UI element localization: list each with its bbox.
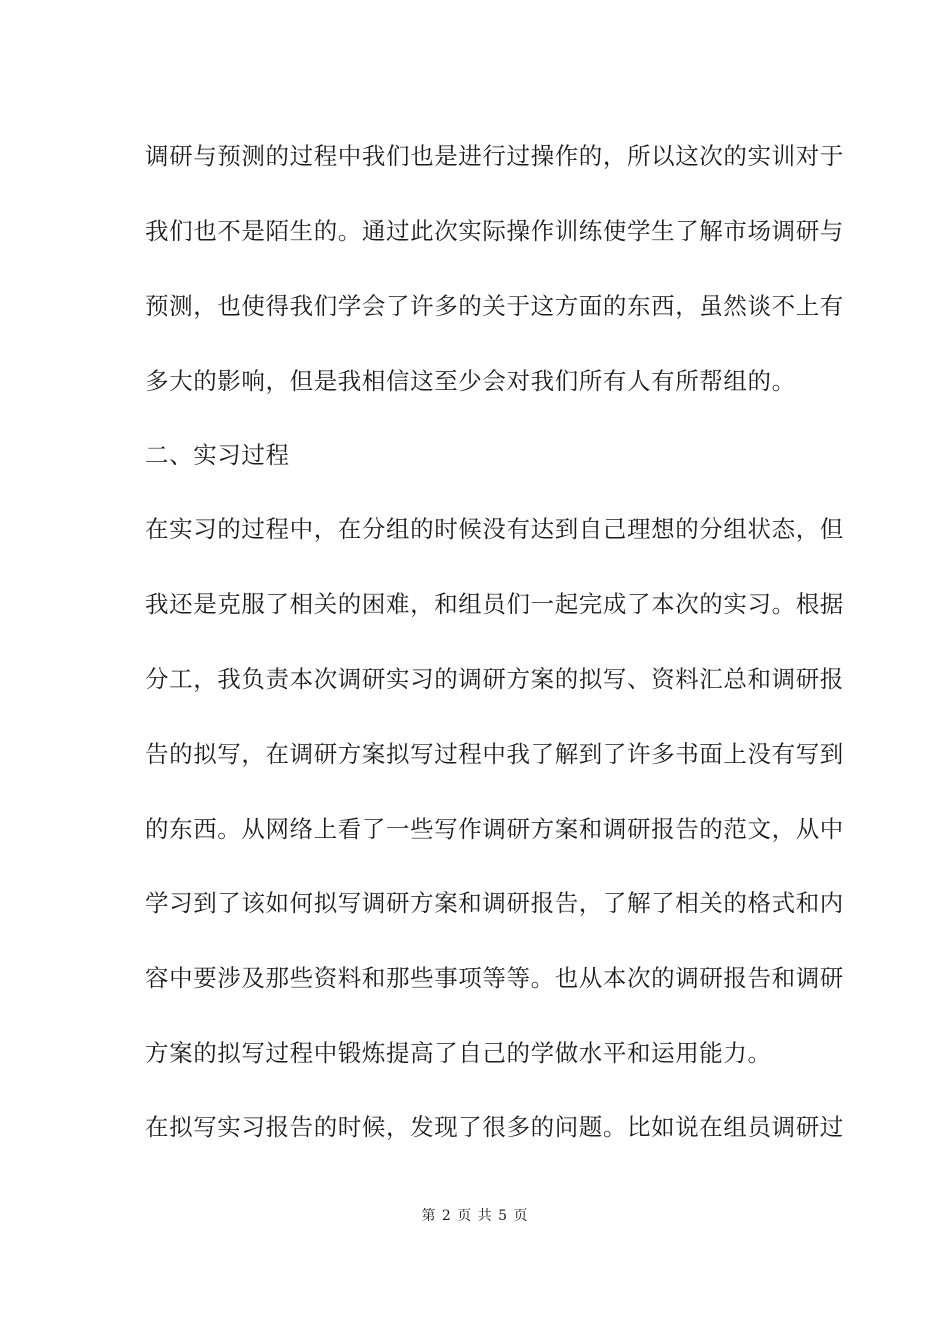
paragraph-line: 方案的拟写过程中锻炼提高了自己的学做水平和运用能力。 bbox=[145, 1039, 772, 1067]
paragraph-line: 我们也不是陌生的。通过此次实际操作训练使学生了解市场调研与 bbox=[145, 217, 844, 245]
paragraph-line: 预测，也使得我们学会了许多的关于这方面的东西，虽然谈不上有 bbox=[145, 292, 844, 320]
paragraph-line: 调研与预测的过程中我们也是进行过操作的，所以这次的实训对于 bbox=[145, 142, 844, 170]
paragraph-line: 我还是克服了相关的困难，和组员们一起完成了本次的实习。根据 bbox=[145, 590, 844, 618]
paragraph-line: 的东西。从网络上看了一些写作调研方案和调研报告的范文，从中 bbox=[145, 815, 844, 843]
paragraph-line: 学习到了该如何拟写调研方案和调研报告，了解了相关的格式和内 bbox=[145, 889, 844, 917]
paragraph-line: 容中要涉及那些资料和那些事项等等。也从本次的调研报告和调研 bbox=[145, 964, 844, 992]
paragraph-line: 多大的影响，但是我相信这至少会对我们所有人有所帮组的。 bbox=[145, 367, 796, 395]
paragraph-line: 在拟写实习报告的时候，发现了很多的问题。比如说在组员调研过 bbox=[145, 1113, 844, 1141]
paragraph-line: 分工，我负责本次调研实习的调研方案的拟写、资料汇总和调研报 bbox=[145, 665, 844, 693]
page-number-footer: 第 2 页 共 5 页 bbox=[421, 1208, 529, 1224]
paragraph-line: 在实习的过程中，在分组的时候没有达到自己理想的分组状态，但 bbox=[145, 515, 844, 543]
paragraph-line: 告的拟写，在调研方案拟写过程中我了解到了许多书面上没有写到 bbox=[145, 740, 844, 768]
section-heading: 二、实习过程 bbox=[145, 441, 290, 469]
